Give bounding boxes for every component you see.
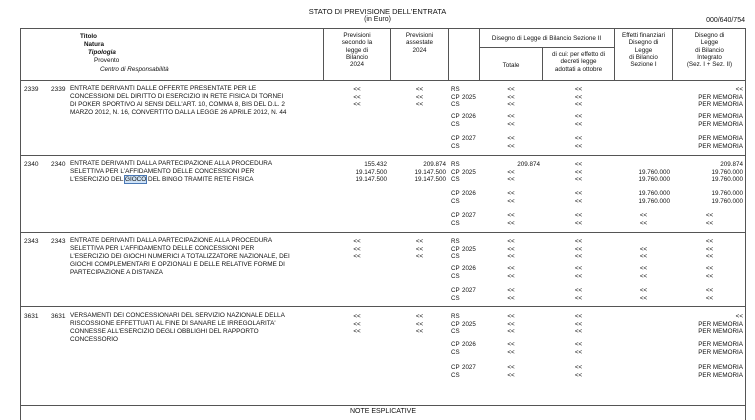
row-divider <box>20 155 746 156</box>
totale-values: 209.874 <box>517 161 540 168</box>
effetti-values: << << <box>639 287 648 302</box>
integrato-values: << << << <box>705 238 714 261</box>
prev-ass-values: << << << <box>415 313 424 336</box>
effetti-values: 19.760.000 19.760.000 <box>638 190 670 205</box>
chapter-code: 2340 <box>24 161 39 168</box>
header-divider <box>20 80 746 81</box>
document-title: STATO DI PREVISIONE DELL'ENTRATA <box>308 7 447 16</box>
integrato-values: PER MEMORIA PER MEMORIA <box>698 341 743 356</box>
integrato-values: << PER MEMORIA PER MEMORIA <box>698 313 743 336</box>
year-label: 2027 <box>462 364 476 371</box>
effetti-values <box>615 86 672 109</box>
header-provento: Provento <box>94 57 120 64</box>
prev-ass-values: << << << <box>415 86 424 109</box>
chapter-code: 3631 <box>24 313 39 320</box>
type-labels: CP CS <box>451 265 460 280</box>
article-code: 2339 <box>51 86 66 93</box>
chapter-code: 2343 <box>24 238 39 245</box>
totale-values: << << <box>507 135 515 150</box>
header-di-cui: di cui: per effetto di decreti legge adottati a ottobre <box>551 51 606 73</box>
totale-values: << << <box>507 265 515 280</box>
row-description: ENTRATE DERIVANTI DALLE OFFERTE PRESENTATE PER LE CONCESSIONI DEL DIRITTO DI ESERCIZIO IN RETE FISICA DI TORNEI DI POKER SPORTIVO AI SENSI DELL'ART. 10, COMMA 8, BIS DEL D.L. 2 MARZO 2012, N. 16, CONVERTITO DALLA LEGGE 26 APRILE 2012, N. 44 <box>70 85 287 116</box>
integrato-values: << << <box>705 265 714 280</box>
row-divider <box>20 232 746 233</box>
year-label: 2026 <box>462 190 476 197</box>
search-highlight: GIOCO <box>124 176 147 183</box>
dicui-values: << << << <box>574 161 583 184</box>
type-labels: RS CP CS <box>451 313 460 336</box>
header-tipologia: Tipologia <box>88 49 116 56</box>
totale-values: << << <box>507 287 515 302</box>
header-titolo: Titolo <box>80 33 98 40</box>
integrato-values: << << <box>705 287 714 302</box>
sez2-divider <box>479 47 614 48</box>
effetti-values <box>615 364 672 379</box>
year-label: 2026 <box>462 265 476 272</box>
type-labels: CP CS <box>451 212 460 227</box>
dicui-values: << << <box>574 265 583 280</box>
notes-divider <box>20 405 746 406</box>
row-description: ENTRATE DERIVANTI DALLA PARTECIPAZIONE ALLA PROCEDURA SELETTIVA PER L'AFFIDAMENTO DELLE CONCESSIONI PER L'ESERCIZIO DEL GIOCO DEL BINGO TRAMITE RETE FISICA <box>70 160 273 183</box>
document-subtitle: (in Euro) <box>364 16 391 23</box>
dicui-values: << << << <box>574 313 583 336</box>
prev-legge-values: 155.432 19.147.500 19.147.500 <box>355 161 387 184</box>
year-label: 2027 <box>462 135 476 142</box>
integrato-values: PER MEMORIA PER MEMORIA <box>698 364 743 379</box>
prev-legge-values: << << << <box>353 313 361 336</box>
type-labels: CP CS <box>451 341 460 356</box>
header-centro: Centro di Responsabilità <box>100 66 169 73</box>
dicui-values: << << <box>574 135 583 150</box>
type-labels: CP CS <box>451 113 460 128</box>
totale-values: << << <box>507 212 515 227</box>
row-description: ENTRATE DERIVANTI DALLA PARTECIPAZIONE ALLA PROCEDURA SELETTIVA PER L'AFFIDAMENTO DELLE CONCESSIONI PER L'ESERCIZIO DEI GIOCHI NUMERICI A TOTALIZZATORE NAZIONALE, DEI GIOCHI COMPLEMENTARI E OPZIONALI E DELLE RELATIVE FORME DI PARTECIPAZIONE A DISTANZA <box>70 237 290 276</box>
article-code: 2340 <box>51 161 66 168</box>
type-labels: CP CS <box>451 190 460 205</box>
effetti-values: << << <box>639 265 648 280</box>
year-label: 2025 <box>462 320 476 328</box>
dicui-values: << << <box>574 341 583 356</box>
dicui-values: << << <box>574 113 583 128</box>
article-code: 2343 <box>51 238 66 245</box>
totale-values: << << << <box>507 313 515 336</box>
year-label: 2026 <box>462 341 476 348</box>
dicui-values: << << <box>574 287 583 302</box>
prev-ass-values: 209.874 19.147.500 19.147.500 <box>414 161 446 184</box>
year-label: 2025 <box>462 93 476 101</box>
dicui-values: << << <box>574 212 583 227</box>
prev-legge-values: << << << <box>353 238 361 261</box>
header-prev-legge: Previsioni secondo la legge di Bilancio 2024 <box>341 32 373 69</box>
totale-values: << << <box>507 341 515 356</box>
prev-legge-values: << << << <box>353 86 361 109</box>
article-code: 3631 <box>51 313 66 320</box>
integrato-values: 209.874 19.760.000 19.760.000 <box>711 161 743 184</box>
header-effetti: Effetti finanziari Disegno di Legge di Bilancio Sezione I <box>622 32 665 69</box>
year-label: 2025 <box>462 245 476 253</box>
integrato-values: 19.760.000 19.760.000 <box>711 190 743 205</box>
prev-ass-values: << << << <box>415 238 424 261</box>
type-labels: RS CP CS <box>451 161 460 184</box>
dicui-values: << << << <box>574 238 583 261</box>
col-divider <box>448 28 449 80</box>
dicui-values: << << <box>574 190 583 205</box>
integrato-values: PER MEMORIA PER MEMORIA <box>698 135 743 150</box>
totale-values: << << << <box>507 238 515 261</box>
year-label: 2025 <box>462 168 476 176</box>
effetti-values <box>615 313 672 336</box>
header-disegno-sez2: Disegno di Legge di Bilancio Sezione II <box>491 35 602 42</box>
chapter-code: 2339 <box>24 86 39 93</box>
header-integrato: Disegno di Legge di Bilancio Integrato (Sez. I + Sez. II) <box>686 32 733 69</box>
year-label: 2027 <box>462 212 476 219</box>
type-labels: CP CS <box>451 364 460 379</box>
effetti-values: 19.760.000 19.760.000 <box>638 168 670 184</box>
effetti-values <box>615 135 672 150</box>
integrato-values: << PER MEMORIA PER MEMORIA <box>698 86 743 109</box>
row-description: VERSAMENTI DEI CONCESSIONARI DEL SERVIZIO NAZIONALE DELLA RISCOSSIONE EFFETTUATI AL FINE DI SANARE LE IRREGOLARITA' CONNESSE ALL'ESERCIZIO DEGLI OBBLIGHI DEL RAPPORTO CONCESSORIO <box>70 312 285 343</box>
type-labels: RS CP CS <box>451 238 460 261</box>
page-code: 000/640/754 <box>706 17 745 24</box>
header-natura: Natura <box>84 41 104 48</box>
integrato-values: PER MEMORIA PER MEMORIA <box>698 113 743 128</box>
type-labels: CP CS <box>451 135 460 150</box>
effetti-values <box>615 113 672 128</box>
totale-values: << << <box>507 364 515 379</box>
totale-values: << << <box>507 113 515 128</box>
year-label: 2026 <box>462 113 476 120</box>
row-divider <box>20 306 746 307</box>
year-label: 2027 <box>462 287 476 294</box>
integrato-values: << << <box>705 212 714 227</box>
effetti-values <box>615 341 672 356</box>
effetti-values: << << <box>639 245 648 261</box>
header-totale: Totale <box>502 62 520 69</box>
dicui-values: << << << <box>574 86 583 109</box>
header-prev-assestate: Previsioni assestate 2024 <box>405 32 434 54</box>
dicui-values: << << <box>574 364 583 379</box>
notes-heading: NOTE ESPLICATIVE <box>350 408 416 415</box>
totale-values: << << <box>507 190 515 205</box>
type-labels: RS CP CS <box>451 86 460 109</box>
effetti-values: << << <box>639 212 648 227</box>
totale-values: << << <box>507 168 515 184</box>
type-labels: CP CS <box>451 287 460 302</box>
totale-values: << << << <box>507 86 515 109</box>
